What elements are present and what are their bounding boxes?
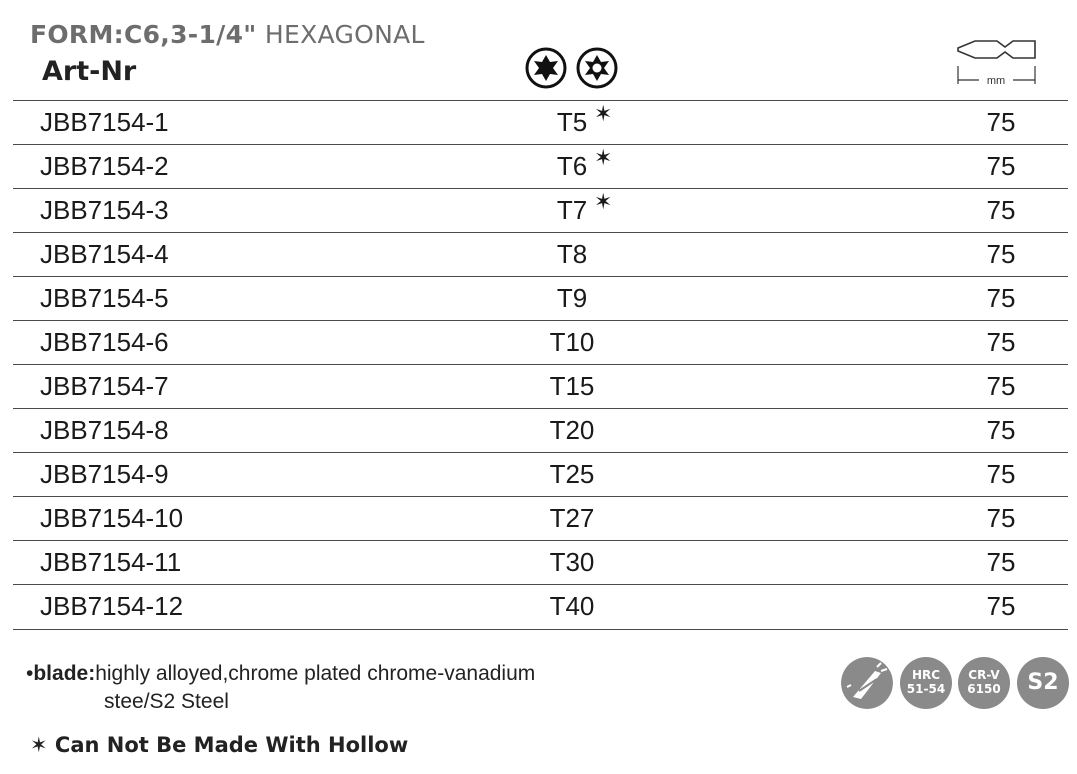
art-number: JBB7154-10: [40, 503, 184, 533]
length-value: 75: [986, 195, 1016, 225]
art-number: JBB7154-4: [40, 239, 169, 269]
length-value: 75: [986, 107, 1016, 137]
torx-star-icon: [527, 49, 565, 87]
form-title: [30, 20, 425, 49]
torx-size: T25: [549, 459, 595, 489]
form-label: FORM:C6,3-1/4": [30, 20, 257, 49]
torx-size: T6: [556, 151, 588, 181]
hrc-value: 51-54: [906, 682, 946, 696]
art-number: JBB7154-12: [40, 591, 184, 621]
table-row: [13, 276, 1068, 320]
table-row: [13, 584, 1068, 630]
table-row: [13, 144, 1068, 188]
length-unit: mm: [986, 75, 1006, 87]
torx-size: T5: [556, 107, 588, 137]
bullet: •: [26, 662, 34, 685]
length-value: 75: [986, 283, 1016, 313]
length-value: 75: [986, 503, 1016, 533]
length-value: 75: [986, 591, 1016, 621]
torx-size: T40: [549, 591, 595, 621]
length-value: 75: [986, 327, 1016, 357]
blade-label: blade:: [33, 662, 96, 685]
hrc-label: HRC: [911, 668, 941, 682]
art-number: JBB7154-7: [40, 371, 169, 401]
s2-badge: S2: [1017, 657, 1069, 709]
torx-size: T10: [549, 327, 595, 357]
length-value: 75: [986, 371, 1016, 401]
art-number: JBB7154-3: [40, 195, 169, 225]
art-number: JBB7154-11: [40, 547, 182, 577]
art-number: JBB7154-2: [40, 151, 169, 181]
art-number: JBB7154-1: [40, 107, 169, 137]
torx-tamper-icon: [578, 49, 616, 87]
table-row: [13, 408, 1068, 452]
torx-size: T7: [556, 195, 588, 225]
table-row: [13, 320, 1068, 364]
torx-size: T8: [556, 239, 588, 269]
length-value: 75: [986, 547, 1016, 577]
no-hollow-star-icon: ✶: [594, 101, 613, 126]
blade-note: [26, 657, 535, 690]
hollow-note: [30, 733, 408, 757]
crv-label: CR-V: [968, 668, 1000, 682]
bit-length-icon: [955, 36, 1039, 90]
art-number: JBB7154-6: [40, 327, 169, 357]
no-hollow-star-icon: ✶: [594, 189, 613, 214]
torx-size: T15: [549, 371, 595, 401]
table-row: [13, 540, 1068, 584]
length-value: 75: [986, 459, 1016, 489]
hrc-badge: [900, 657, 952, 709]
blade-cutting-icon: [841, 657, 893, 709]
blade-text-continued: stee/S2 Steel: [104, 690, 229, 713]
length-value: 75: [986, 151, 1016, 181]
form-type: HEXAGONAL: [264, 20, 425, 49]
torx-size: T27: [549, 503, 595, 533]
length-value: 75: [986, 239, 1016, 269]
hollow-star-icon: ✶: [30, 733, 48, 757]
crv-badge: [958, 657, 1010, 709]
torx-icons: [524, 47, 620, 89]
torx-size: T9: [556, 283, 588, 313]
crv-value: 6150: [967, 682, 1001, 696]
material-badges: [839, 657, 1071, 713]
art-number: JBB7154-5: [40, 283, 169, 313]
table-row: [13, 188, 1068, 232]
blade-text: highly alloyed,chrome plated chrome-vanadium: [95, 662, 536, 685]
art-number: JBB7154-9: [40, 459, 169, 489]
torx-size: T30: [549, 547, 595, 577]
table-row: [13, 232, 1068, 276]
art-number: JBB7154-8: [40, 415, 169, 445]
hollow-text: Can Not Be Made With Hollow: [54, 733, 409, 757]
art-nr-header: Art-Nr: [42, 56, 137, 87]
table-row: [13, 100, 1068, 144]
no-hollow-star-icon: ✶: [594, 145, 613, 170]
table-row: [13, 496, 1068, 540]
length-value: 75: [986, 415, 1016, 445]
table-row: [13, 452, 1068, 496]
torx-size: T20: [549, 415, 595, 445]
table-row: [13, 364, 1068, 408]
product-table: [13, 100, 1068, 630]
